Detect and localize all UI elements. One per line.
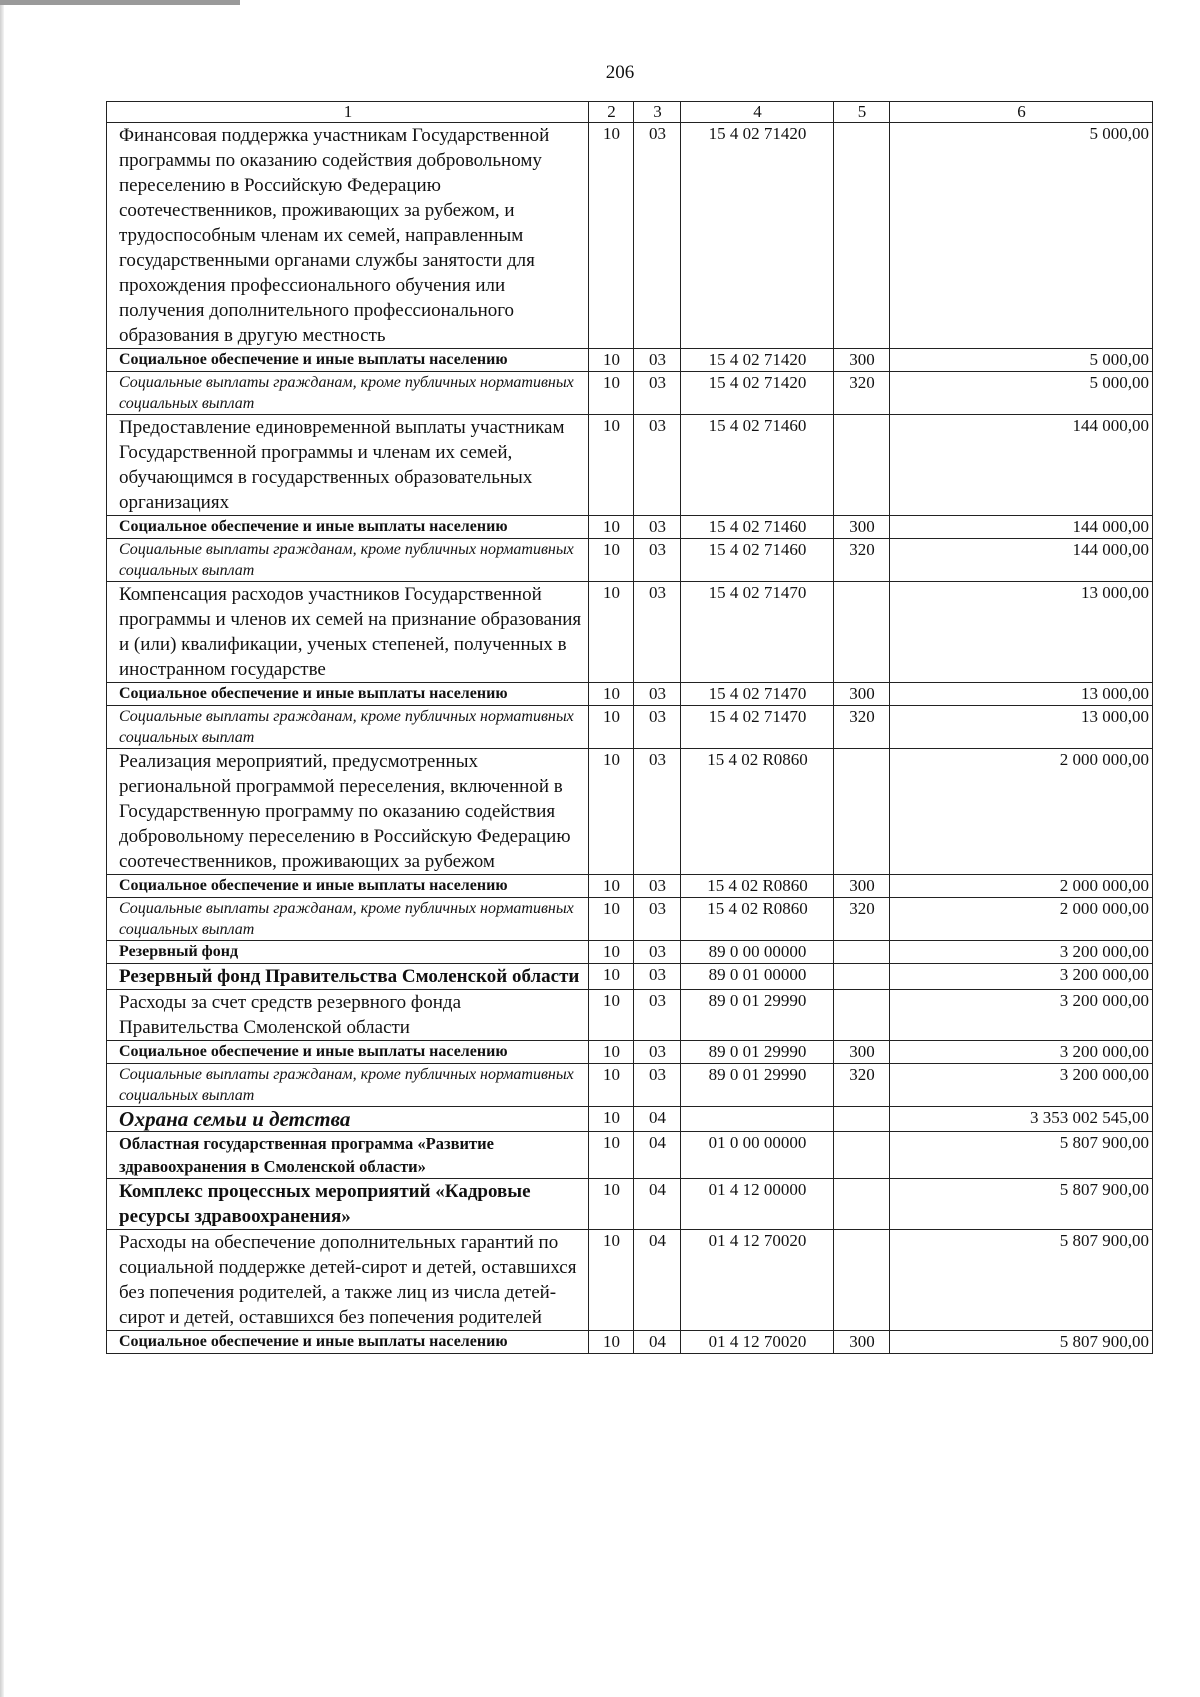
row-name: Социальные выплаты гражданам, кроме публичных нормативных социальных выплат <box>119 541 574 579</box>
row-name: Реализация мероприятий, предусмотренных региональной программой переселения, включенной в Государственную программу по оказанию содействия добровольному переселению в Российскую Федерацию соотечественников, проживающих за рубежом <box>119 751 571 872</box>
row-name-cell <box>107 372 589 415</box>
row-amount: 3 200 000,00 <box>890 1041 1153 1064</box>
row-expense-type <box>834 1132 890 1179</box>
row-expense-type: 320 <box>834 1064 890 1107</box>
row-subsection-code: 03 <box>634 516 681 539</box>
row-name: Резервный фонд Правительства Смоленской области <box>119 966 580 987</box>
column-header-5: 5 <box>834 102 890 123</box>
row-expense-type <box>834 941 890 964</box>
row-name-cell <box>107 1041 589 1064</box>
row-amount: 3 353 002 545,00 <box>890 1107 1153 1132</box>
table-row <box>107 415 1153 516</box>
row-target-article: 89 0 00 00000 <box>681 941 834 964</box>
table-row <box>107 990 1153 1041</box>
row-name: Расходы на обеспечение дополнительных гарантий по социальной поддержке детей-сирот и детей, оставшихся без попечения родителей, а также лиц из числа детей-сирот и детей, оставшихся без попечения родителей <box>119 1232 577 1328</box>
table-row <box>107 1230 1153 1331</box>
row-target-article: 15 4 02 71420 <box>681 349 834 372</box>
row-expense-type <box>834 1230 890 1331</box>
table-row <box>107 706 1153 749</box>
row-expense-type: 320 <box>834 898 890 941</box>
row-subsection-code: 03 <box>634 683 681 706</box>
row-expense-type: 320 <box>834 706 890 749</box>
table-row <box>107 1041 1153 1064</box>
row-name-cell <box>107 349 589 372</box>
row-name-cell <box>107 539 589 582</box>
row-amount: 144 000,00 <box>890 415 1153 516</box>
row-name: Охрана семьи и детства <box>119 1107 351 1131</box>
row-section-code: 10 <box>589 1132 634 1179</box>
row-name-cell <box>107 941 589 964</box>
row-section-code: 10 <box>589 898 634 941</box>
row-subsection-code: 04 <box>634 1230 681 1331</box>
row-subsection-code: 03 <box>634 539 681 582</box>
row-subsection-code: 03 <box>634 706 681 749</box>
budget-table <box>106 101 1153 1354</box>
row-expense-type: 300 <box>834 516 890 539</box>
row-amount: 13 000,00 <box>890 706 1153 749</box>
row-subsection-code: 03 <box>634 749 681 875</box>
row-name-cell <box>107 749 589 875</box>
row-subsection-code: 03 <box>634 1041 681 1064</box>
row-name: Социальное обеспечение и иные выплаты населению <box>119 1043 508 1060</box>
table-row <box>107 1064 1153 1107</box>
row-section-code: 10 <box>589 749 634 875</box>
row-subsection-code: 03 <box>634 415 681 516</box>
row-subsection-code: 03 <box>634 898 681 941</box>
table-row <box>107 749 1153 875</box>
row-expense-type <box>834 123 890 349</box>
row-section-code: 10 <box>589 1179 634 1230</box>
row-amount: 3 200 000,00 <box>890 990 1153 1041</box>
table-row <box>107 941 1153 964</box>
row-name-cell <box>107 990 589 1041</box>
row-target-article: 15 4 02 71470 <box>681 706 834 749</box>
row-name-cell <box>107 1107 589 1132</box>
row-name: Социальные выплаты гражданам, кроме публичных нормативных социальных выплат <box>119 374 574 412</box>
row-section-code: 10 <box>589 415 634 516</box>
row-target-article: 01 4 12 00000 <box>681 1179 834 1230</box>
scan-edge-shade <box>0 0 4 1697</box>
row-target-article: 15 4 02 71420 <box>681 123 834 349</box>
row-target-article: 15 4 02 R0860 <box>681 898 834 941</box>
row-amount: 2 000 000,00 <box>890 875 1153 898</box>
row-name: Социальное обеспечение и иные выплаты населению <box>119 877 508 894</box>
row-amount: 5 000,00 <box>890 372 1153 415</box>
table-row <box>107 1179 1153 1230</box>
row-name-cell <box>107 415 589 516</box>
row-amount: 144 000,00 <box>890 539 1153 582</box>
row-expense-type <box>834 749 890 875</box>
table-row <box>107 964 1153 990</box>
row-name-cell <box>107 516 589 539</box>
row-section-code: 10 <box>589 706 634 749</box>
row-expense-type <box>834 582 890 683</box>
row-subsection-code: 04 <box>634 1107 681 1132</box>
row-subsection-code: 03 <box>634 941 681 964</box>
row-expense-type <box>834 964 890 990</box>
row-subsection-code: 03 <box>634 1064 681 1107</box>
row-expense-type <box>834 990 890 1041</box>
row-amount: 13 000,00 <box>890 683 1153 706</box>
row-section-code: 10 <box>589 875 634 898</box>
row-section-code: 10 <box>589 349 634 372</box>
row-target-article: 89 0 01 29990 <box>681 1064 834 1107</box>
row-amount: 5 807 900,00 <box>890 1230 1153 1331</box>
row-name: Социальное обеспечение и иные выплаты населению <box>119 518 508 535</box>
row-section-code: 10 <box>589 1064 634 1107</box>
row-amount: 5 807 900,00 <box>890 1179 1153 1230</box>
table-body <box>107 123 1153 1354</box>
row-amount: 2 000 000,00 <box>890 749 1153 875</box>
row-name: Социальное обеспечение и иные выплаты населению <box>119 351 508 368</box>
row-amount: 3 200 000,00 <box>890 1064 1153 1107</box>
table-row <box>107 539 1153 582</box>
row-name: Компенсация расходов участников Государственной программы и членов их семей на признание образования и (или) квалификации, ученых степеней, полученных в иностранном государстве <box>119 584 582 680</box>
row-amount: 2 000 000,00 <box>890 898 1153 941</box>
row-expense-type: 300 <box>834 349 890 372</box>
column-number-row <box>107 102 1153 123</box>
row-name: Финансовая поддержка участникам Государственной программы по оказанию содействия добровольному переселению в Российскую Федерацию соотечественников, проживающих за рубежом, и трудоспособным членам их семей, направленным государственными органами службы занятости для прохождения профессионального обучения или получения дополнительного профессионального образования в другую местность <box>119 125 550 346</box>
row-subsection-code: 04 <box>634 1331 681 1354</box>
row-name: Расходы за счет средств резервного фонда Правительства Смоленской области <box>119 992 462 1038</box>
row-subsection-code: 03 <box>634 875 681 898</box>
row-name-cell <box>107 1064 589 1107</box>
row-target-article <box>681 1107 834 1132</box>
column-header-3: 3 <box>634 102 681 123</box>
row-subsection-code: 04 <box>634 1132 681 1179</box>
column-header-6: 6 <box>890 102 1153 123</box>
column-header-1: 1 <box>107 102 589 123</box>
row-expense-type: 300 <box>834 683 890 706</box>
page-number: 206 <box>605 62 635 83</box>
row-target-article: 15 4 02 71470 <box>681 683 834 706</box>
row-subsection-code: 03 <box>634 349 681 372</box>
table-row <box>107 582 1153 683</box>
row-name-cell <box>107 123 589 349</box>
row-expense-type <box>834 1179 890 1230</box>
row-amount: 13 000,00 <box>890 582 1153 683</box>
row-name-cell <box>107 1331 589 1354</box>
row-subsection-code: 03 <box>634 582 681 683</box>
row-section-code: 10 <box>589 123 634 349</box>
row-name-cell <box>107 875 589 898</box>
table-row <box>107 898 1153 941</box>
row-name: Социальное обеспечение и иные выплаты населению <box>119 1333 508 1350</box>
table-row <box>107 372 1153 415</box>
table-row <box>107 683 1153 706</box>
row-name-cell <box>107 683 589 706</box>
row-name: Предоставление единовременной выплаты участникам Государственной программы и членам их семей, обучающимся в государственных образовательных организациях <box>119 417 565 513</box>
row-name-cell <box>107 582 589 683</box>
row-section-code: 10 <box>589 1331 634 1354</box>
row-name: Социальные выплаты гражданам, кроме публичных нормативных социальных выплат <box>119 708 574 746</box>
table-row <box>107 123 1153 349</box>
table-row <box>107 1107 1153 1132</box>
row-section-code: 10 <box>589 1230 634 1331</box>
row-section-code: 10 <box>589 582 634 683</box>
row-name-cell <box>107 1132 589 1179</box>
row-subsection-code: 03 <box>634 990 681 1041</box>
row-amount: 5 000,00 <box>890 123 1153 349</box>
row-name: Комплекс процессных мероприятий «Кадровые ресурсы здравоохранения» <box>119 1181 531 1227</box>
row-amount: 5 000,00 <box>890 349 1153 372</box>
row-section-code: 10 <box>589 372 634 415</box>
row-subsection-code: 04 <box>634 1179 681 1230</box>
row-target-article: 01 4 12 70020 <box>681 1331 834 1354</box>
row-target-article: 15 4 02 R0860 <box>681 749 834 875</box>
row-target-article: 15 4 02 71460 <box>681 415 834 516</box>
table-row <box>107 516 1153 539</box>
row-section-code: 10 <box>589 941 634 964</box>
row-target-article: 01 4 12 70020 <box>681 1230 834 1331</box>
row-target-article: 89 0 01 29990 <box>681 990 834 1041</box>
row-name: Резервный фонд <box>119 943 239 960</box>
row-target-article: 15 4 02 71460 <box>681 539 834 582</box>
table-row <box>107 875 1153 898</box>
row-expense-type: 300 <box>834 1041 890 1064</box>
row-name: Социальное обеспечение и иные выплаты населению <box>119 685 508 702</box>
row-name-cell <box>107 1230 589 1331</box>
row-name-cell <box>107 898 589 941</box>
row-expense-type: 300 <box>834 1331 890 1354</box>
row-name-cell <box>107 964 589 990</box>
row-amount: 3 200 000,00 <box>890 941 1153 964</box>
column-header-2: 2 <box>589 102 634 123</box>
row-section-code: 10 <box>589 964 634 990</box>
row-name-cell <box>107 706 589 749</box>
row-target-article: 01 0 00 00000 <box>681 1132 834 1179</box>
row-expense-type <box>834 1107 890 1132</box>
row-section-code: 10 <box>589 539 634 582</box>
row-section-code: 10 <box>589 516 634 539</box>
row-target-article: 15 4 02 R0860 <box>681 875 834 898</box>
table-row <box>107 1331 1153 1354</box>
row-section-code: 10 <box>589 1107 634 1132</box>
row-subsection-code: 03 <box>634 964 681 990</box>
row-name: Социальные выплаты гражданам, кроме публичных нормативных социальных выплат <box>119 1066 574 1104</box>
row-amount: 3 200 000,00 <box>890 964 1153 990</box>
row-target-article: 89 0 01 29990 <box>681 1041 834 1064</box>
scan-top-mark <box>0 0 240 5</box>
column-header-4: 4 <box>681 102 834 123</box>
row-amount: 5 807 900,00 <box>890 1132 1153 1179</box>
row-target-article: 15 4 02 71420 <box>681 372 834 415</box>
row-name-cell <box>107 1179 589 1230</box>
row-subsection-code: 03 <box>634 372 681 415</box>
table-row <box>107 1132 1153 1179</box>
row-section-code: 10 <box>589 990 634 1041</box>
row-section-code: 10 <box>589 683 634 706</box>
row-target-article: 15 4 02 71460 <box>681 516 834 539</box>
row-expense-type: 320 <box>834 539 890 582</box>
row-target-article: 89 0 01 00000 <box>681 964 834 990</box>
row-amount: 144 000,00 <box>890 516 1153 539</box>
row-subsection-code: 03 <box>634 123 681 349</box>
row-expense-type: 320 <box>834 372 890 415</box>
row-section-code: 10 <box>589 1041 634 1064</box>
row-name: Областная государственная программа «Развитие здравоохранения в Смоленской области» <box>119 1134 494 1176</box>
row-amount: 5 807 900,00 <box>890 1331 1153 1354</box>
row-name: Социальные выплаты гражданам, кроме публичных нормативных социальных выплат <box>119 900 574 938</box>
row-expense-type <box>834 415 890 516</box>
table-row <box>107 349 1153 372</box>
row-target-article: 15 4 02 71470 <box>681 582 834 683</box>
row-expense-type: 300 <box>834 875 890 898</box>
